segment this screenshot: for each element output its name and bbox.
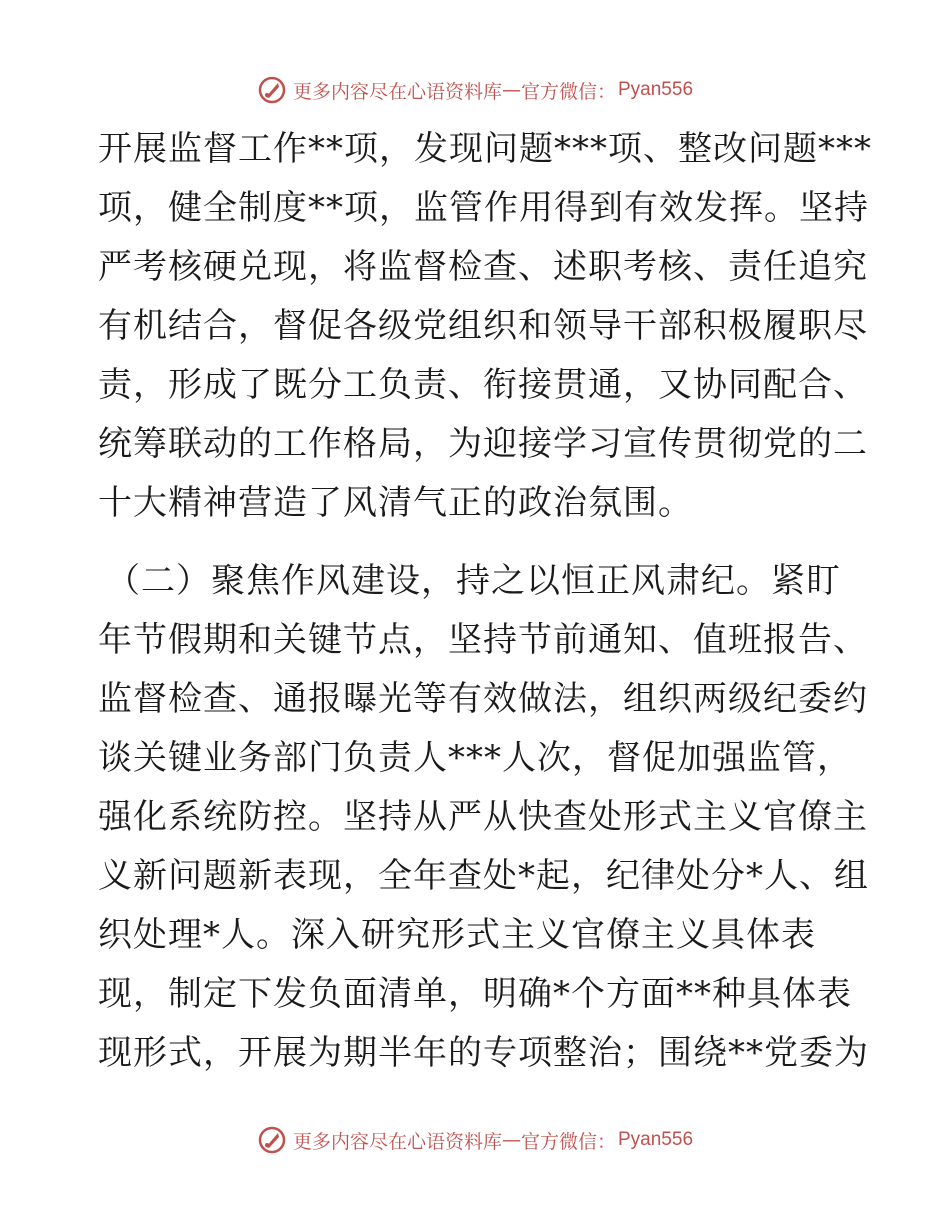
text-line: 强化系统防控。坚持从严从快查处形式主义官僚主 [98, 797, 868, 837]
text-line: 义新问题新表现，全年查处*起，纪律处分*人、组 [98, 856, 869, 896]
watermark-text: 更多内容尽在心语资料库 [292, 1130, 502, 1153]
text-line: 谈关键业务部门负责人***人次，督促加强监管， [98, 738, 852, 778]
text-line: 监督检查、通报曝光等有效做法，组织两级纪委约 [98, 679, 868, 719]
paragraph-1 [98, 120, 872, 533]
text-line: 责，形成了既分工负责、衔接贯通，又协同配合、 [98, 365, 868, 405]
watermark-separator: — [501, 1129, 521, 1151]
header-watermark [0, 70, 950, 110]
text-line: 织处理*人。深入研究形式主义官僚主义具体表 [98, 915, 816, 955]
text-line: 开展监督工作**项，发现问题***项、整改问题*** [98, 129, 872, 169]
quill-logo-icon [257, 1125, 287, 1155]
watermark-account: Pyan556 [618, 1129, 694, 1150]
watermark-label: 官方微信： [520, 1130, 616, 1153]
section-heading-line: （二）聚焦作风建设，持之以恒正风肃纪。紧盯 [106, 561, 841, 601]
text-line: 有机结合，督促各级党组织和领导干部积极履职尽 [98, 306, 868, 346]
text-line: 十大精神营造了风清气正的政治氛围。 [98, 483, 693, 523]
watermark-separator: — [501, 79, 521, 101]
document-body [98, 120, 872, 1083]
paragraph-2 [98, 552, 868, 1083]
quill-logo-icon [257, 75, 287, 105]
text-line: 现形式，开展为期半年的专项整治；围绕**党委为 [98, 1033, 869, 1073]
footer-watermark [0, 1120, 950, 1160]
text-line: 统筹联动的工作格局，为迎接学习宣传贯彻党的二 [98, 424, 868, 464]
watermark-label: 官方微信： [520, 80, 616, 103]
watermark-text: 更多内容尽在心语资料库 [292, 80, 502, 103]
text-line: 现，制定下发负面清单，明确*个方面**种具体表 [98, 974, 852, 1014]
text-line: 项，健全制度**项，监管作用得到有效发挥。坚持 [98, 188, 869, 228]
text-line: 严考核硬兑现，将监督检查、述职考核、责任追究 [98, 247, 868, 287]
text-line: 年节假期和关键节点，坚持节前通知、值班报告、 [98, 620, 868, 660]
watermark-account: Pyan556 [618, 79, 694, 100]
